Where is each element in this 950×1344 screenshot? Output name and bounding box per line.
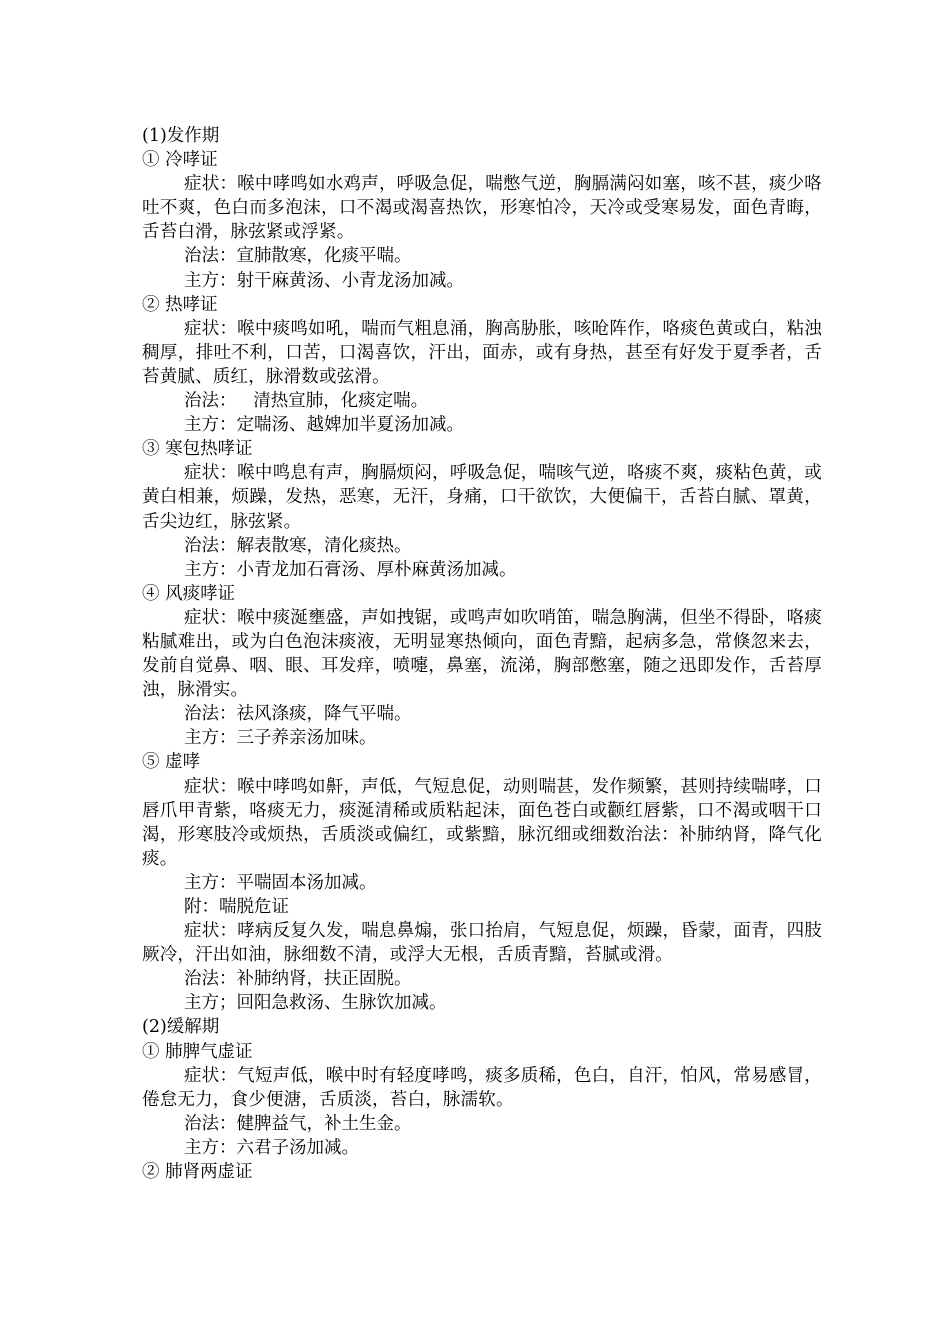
symptoms-paragraph: 症状：哮病反复久发，喘息鼻煽，张口抬肩，气短息促，烦躁，昏蒙，面青，四肢厥冷，汗出如油，脉细数不清，或浮大无根，舌质青黯，苔腻或滑。: [142, 921, 822, 966]
symptoms-paragraph: 症状：喉中鸣息有声，胸膈烦闷，呼吸急促，喘咳气逆，咯痰不爽，痰粘色黄，或黄白相兼，烦躁，发热，恶寒，无汗，身痛，口干欲饮，大便偏干，舌苔白腻、罩黄，舌尖边红，脉弦紧。: [142, 463, 822, 532]
symptoms-paragraph: 症状：喉中哮鸣如水鸡声，呼吸急促，喘憋气逆，胸膈满闷如塞，咳不甚，痰少咯吐不爽，色白而多泡沫，口不渴或渴喜热饮，形寒怕冷，天冷或受寒易发，面色青晦，舌苔白滑，脉弦紧或浮紧。: [142, 174, 822, 243]
subheading-lung-spleen-qi-deficiency: ① 肺脾气虚证: [142, 1041, 253, 1062]
document-page: [142, 124, 822, 1184]
treatment-line: 治法：补肺纳肾，扶正固脱。: [184, 969, 412, 990]
treatment-line: 治法：健脾益气，补土生金。: [184, 1113, 412, 1134]
subheading-wind-phlegm-wheeze: ④ 风痰哮证: [142, 583, 236, 604]
treatment-line: 治法：宣肺散寒，化痰平喘。: [184, 246, 412, 267]
symptoms-paragraph: 症状：喉中痰鸣如吼，喘而气粗息涌，胸高胁胀，咳呛阵作，咯痰色黄或白，粘浊稠厚，排吐不利，口苦，口渴喜饮，汗出，面赤，或有身热，甚至有好发于夏季者，舌苔黄腻、质红，脉滑数或弦滑。: [142, 318, 822, 387]
subheading-lung-kidney-deficiency: ② 肺肾两虚证: [142, 1162, 253, 1183]
prescription-line: 主方：射干麻黄汤、小青龙汤加减。: [184, 270, 464, 291]
appendix-line: 附：喘脱危证: [184, 897, 289, 917]
prescription-line: 主方；回阳急救汤、生脉饮加减。: [184, 993, 447, 1014]
section-heading-attack-phase: (1)发作期: [142, 126, 220, 146]
subheading-cold-wrapping-heat-wheeze: ③ 寒包热哮证: [142, 439, 253, 460]
symptoms-paragraph: 症状：气短声低，喉中时有轻度哮鸣，痰多质稀，色白，自汗，怕风，常易感冒，倦怠无力，食少便溏，舌质淡，苔白，脉濡软。: [142, 1065, 822, 1110]
prescription-line: 主方：三子养亲汤加味。: [184, 728, 377, 749]
symptoms-paragraph: 症状：喉中哮鸣如鼾，声低，气短息促，动则喘甚，发作频繁，甚则持续喘哮，口唇爪甲青紫，咯痰无力，痰涎清稀或质粘起沫，面色苍白或颧红唇紫，口不渴或咽干口渴，形寒肢冷或烦热，舌质淡或偏红，或紫黯，脉沉细或细数治法：补肺纳肾，降气化痰。: [142, 776, 822, 869]
treatment-line: 治法： 清热宣肺，化痰定喘。: [184, 391, 429, 412]
subheading-cold-wheeze: ① 冷哮证: [142, 150, 218, 171]
prescription-line: 主方：平喘固本汤加减。: [184, 872, 377, 893]
symptoms-paragraph: 症状：喉中痰涎壅盛，声如拽锯，或鸣声如吹哨笛，喘急胸满，但坐不得卧，咯痰粘腻难出，或为白色泡沫痰液，无明显寒热倾向，面色青黯，起病多急，常倏忽来去，发前自觉鼻、咽、眼、耳发痒，喷嚏，鼻塞，流涕，胸部憋塞，随之迅即发作，舌苔厚浊，脉滑实。: [142, 607, 822, 701]
treatment-line: 治法：解表散寒，清化痰热。: [184, 535, 412, 556]
prescription-line: 主方：小青龙加石膏汤、厚朴麻黄汤加减。: [184, 559, 517, 580]
prescription-line: 主方：定喘汤、越婢加半夏汤加减。: [184, 415, 464, 436]
section-heading-remission-phase: (2)缓解期: [142, 1017, 220, 1038]
subheading-deficiency-wheeze: ⑤ 虚哮: [142, 752, 201, 773]
prescription-line: 主方：六君子汤加减。: [184, 1137, 359, 1158]
subheading-heat-wheeze: ② 热哮证: [142, 294, 218, 315]
treatment-line: 治法：祛风涤痰，降气平喘。: [184, 704, 412, 725]
